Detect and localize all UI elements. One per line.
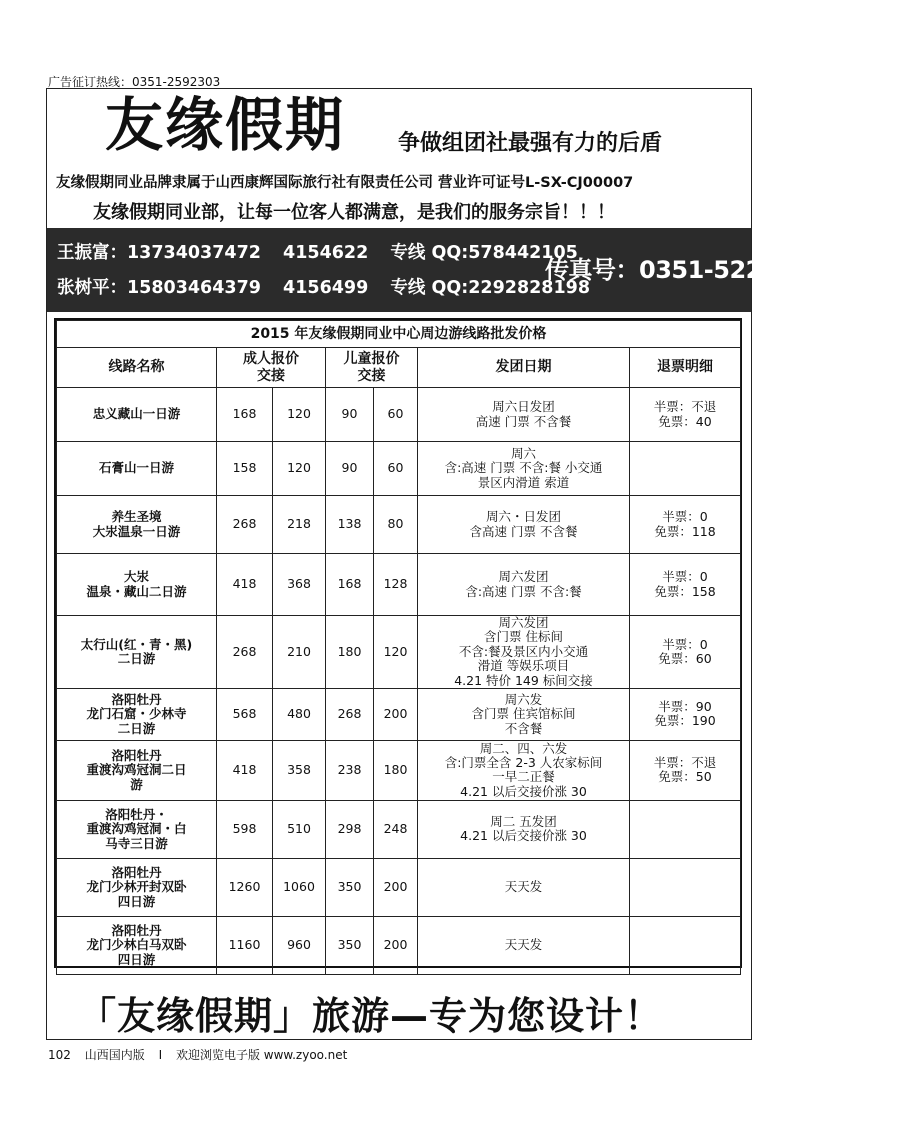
table-row [57,388,741,442]
route-name-cell: 洛阳牡丹 龙门石窟・少林寺 二日游 [57,688,217,740]
child-price-cell: 298 [326,800,374,858]
child-handover-cell: 200 [374,688,418,740]
route-name-cell: 洛阳牡丹 龙门少林白马双卧 四日游 [57,916,217,974]
table-row [57,916,741,974]
website-link[interactable]: 欢迎浏览电子版 www.zyoo.net [175,1048,348,1062]
header-adult-label: 成人报价 [243,351,299,368]
child-price-cell: 90 [326,388,374,442]
table-row [57,496,741,554]
departure-dates-cell: 天天发 [418,858,630,916]
adult-handover-cell: 1060 [273,858,326,916]
table-row [57,616,741,689]
refund-detail-cell: 半票：90 免票：190 [630,688,741,740]
adult-handover-cell: 120 [273,388,326,442]
adult-price-cell: 598 [217,800,273,858]
table-row [57,740,741,800]
page-number: 102 [48,1048,71,1062]
header-child-price [326,348,418,388]
adult-price-cell: 1160 [217,916,273,974]
adult-price-cell: 158 [217,442,273,496]
refund-detail-cell [630,800,741,858]
child-handover-cell: 248 [374,800,418,858]
route-name-cell: 太行山(红・青・黑) 二日游 [57,616,217,689]
ad-hotline: 广告征订热线：0351-2592303 [48,75,221,89]
contact-qq: 专线 QQ:578442105 [390,243,578,263]
child-handover-cell: 60 [374,388,418,442]
adult-price-cell: 1260 [217,858,273,916]
brand-slogan: 争做组团社最强有力的后盾 [398,131,663,156]
refund-detail-cell [630,858,741,916]
footer-divider: I [158,1048,163,1062]
contact-extension: 4156499 [283,278,369,298]
refund-detail-cell: 半票：0 免票：158 [630,554,741,616]
child-price-cell: 238 [326,740,374,800]
child-handover-cell: 128 [374,554,418,616]
header-refund: 退票明细 [630,348,741,388]
child-price-cell: 350 [326,858,374,916]
service-motto: 友缘假期同业部，让每一位客人都满意，是我们的服务宗旨！！！ [93,202,615,223]
adult-price-cell: 418 [217,740,273,800]
contact-extension: 4154622 [283,243,369,263]
contact-name-phone: 张树平：15803464379 [57,278,261,298]
adult-handover-cell: 510 [273,800,326,858]
header-route: 线路名称 [57,348,217,388]
child-handover-cell: 200 [374,916,418,974]
child-price-cell: 350 [326,916,374,974]
price-table-container [54,318,742,968]
child-price-cell: 168 [326,554,374,616]
adult-price-cell: 268 [217,616,273,689]
bottom-slogan: 「友缘假期」旅游—专为您设计！ [78,994,664,1038]
departure-dates-cell: 周六发团 含门票 住标间 不含:餐及景区内小交通 滑道 等娱乐项目 4.21 特价 149 标间交接 [418,616,630,689]
section-name: 山西国内版 [84,1048,145,1062]
route-name-cell: 洛阳牡丹 重渡沟鸡冠洞二日 游 [57,740,217,800]
adult-handover-cell: 120 [273,442,326,496]
header-adult-sub: 交接 [257,367,285,384]
contact-row [57,239,594,264]
header-child-label: 儿童报价 [343,351,400,368]
child-handover-cell: 200 [374,858,418,916]
child-handover-cell: 60 [374,442,418,496]
brand-title: 友缘假期 [105,91,346,159]
refund-detail-cell [630,442,741,496]
contact-row [57,274,606,299]
departure-dates-cell: 周六・日发团 含高速 门票 不含餐 [418,496,630,554]
adult-handover-cell: 358 [273,740,326,800]
price-table [56,320,741,975]
refund-detail-cell: 半票：不退 免票：40 [630,388,741,442]
child-price-cell: 90 [326,442,374,496]
header-child-sub: 交接 [357,367,386,384]
route-name-cell: 洛阳牡丹・ 重渡沟鸡冠洞・白 马寺三日游 [57,800,217,858]
child-price-cell: 180 [326,616,374,689]
header-dates: 发团日期 [418,348,630,388]
adult-handover-cell: 210 [273,616,326,689]
adult-handover-cell: 218 [273,496,326,554]
departure-dates-cell: 周六 含:高速 门票 不含:餐 小交通 景区内滑道 索道 [418,442,630,496]
refund-detail-cell: 半票：0 免票：118 [630,496,741,554]
route-name-cell: 洛阳牡丹 龙门少林开封双卧 四日游 [57,858,217,916]
contact-name-phone: 王振富：13734037472 [57,243,261,263]
departure-dates-cell: 周六发团 含:高速 门票 不含:餐 [418,554,630,616]
route-name-cell: 忠义藏山一日游 [57,388,217,442]
adult-handover-cell: 368 [273,554,326,616]
route-name-cell: 大汖 温泉・藏山二日游 [57,554,217,616]
fax-number: 传真号：0351-5222966转131 [545,256,899,284]
departure-dates-cell: 周二、四、六发 含:门票全含 2-3 人农家标间 一早二正餐 4.21 以后交接价涨 30 [418,740,630,800]
adult-price-cell: 418 [217,554,273,616]
header-adult-price [217,348,326,388]
route-name-cell: 石膏山一日游 [57,442,217,496]
page-footer [48,1046,357,1063]
route-name-cell: 养生圣境 大汖温泉一日游 [57,496,217,554]
child-handover-cell: 120 [374,616,418,689]
refund-detail-cell [630,916,741,974]
contact-bar [47,228,899,312]
child-handover-cell: 180 [374,740,418,800]
adult-handover-cell: 960 [273,916,326,974]
table-row [57,688,741,740]
adult-price-cell: 268 [217,496,273,554]
company-license-line: 友缘假期同业品牌隶属于山西康辉国际旅行社有限责任公司 营业许可证号L-SX-CJ00007 [56,175,634,191]
child-price-cell: 138 [326,496,374,554]
adult-price-cell: 568 [217,688,273,740]
table-title: 2015 年友缘假期同业中心周边游线路批发价格 [57,321,741,348]
table-row [57,442,741,496]
table-row [57,800,741,858]
departure-dates-cell: 周二 五发团 4.21 以后交接价涨 30 [418,800,630,858]
refund-detail-cell: 半票：0 免票：60 [630,616,741,689]
table-row [57,554,741,616]
table-row [57,858,741,916]
departure-dates-cell: 天天发 [418,916,630,974]
child-handover-cell: 80 [374,496,418,554]
contact-qq: 专线 QQ:2292828198 [390,278,590,298]
child-price-cell: 268 [326,688,374,740]
refund-detail-cell: 半票：不退 免票：50 [630,740,741,800]
departure-dates-cell: 周六日发团 高速 门票 不含餐 [418,388,630,442]
departure-dates-cell: 周六发 含门票 住宾馆标间 不含餐 [418,688,630,740]
adult-handover-cell: 480 [273,688,326,740]
adult-price-cell: 168 [217,388,273,442]
